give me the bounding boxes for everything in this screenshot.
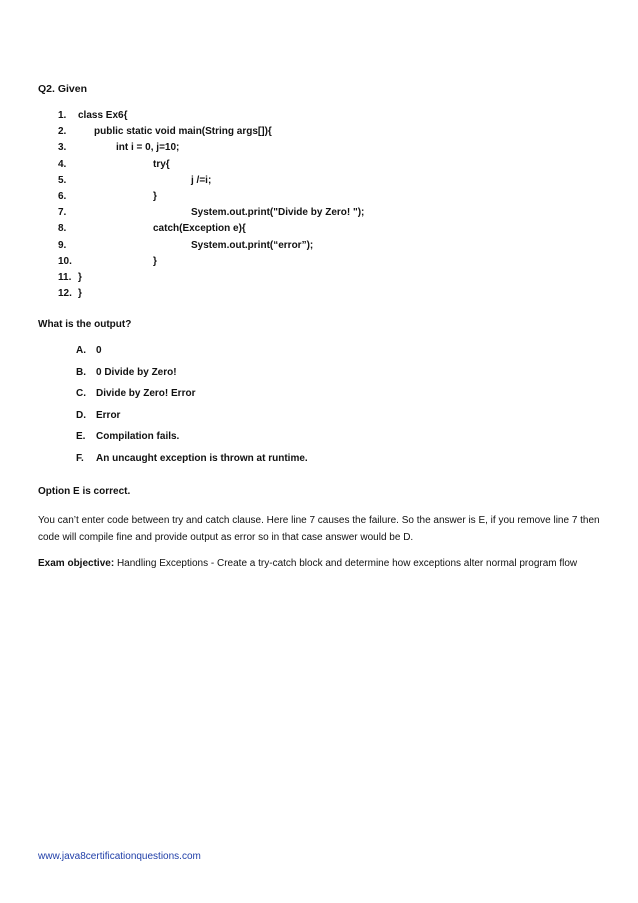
- code-line-text: j /=i;: [191, 174, 212, 186]
- code-line-text: class Ex6{: [78, 110, 128, 121]
- code-line: [58, 109, 618, 122]
- code-line-text: catch(Exception e){: [153, 223, 246, 235]
- code-line-text: System.out.print(“error”);: [191, 239, 314, 251]
- code-line-text: }: [78, 288, 82, 300]
- option-letter: F.: [76, 452, 84, 464]
- code-line: [58, 222, 618, 235]
- option-text: An uncaught exception is thrown at runtime.: [96, 452, 308, 464]
- option-letter: C.: [76, 388, 86, 399]
- option-text: 0: [96, 345, 102, 356]
- option-text: Error: [96, 409, 121, 421]
- option-text: Divide by Zero! Error: [96, 388, 196, 399]
- code-line-number: 1.: [58, 110, 67, 121]
- option-text: Compilation fails.: [96, 431, 180, 442]
- code-line-number: 11.: [58, 272, 72, 283]
- code-line: [58, 206, 618, 219]
- code-line: [58, 271, 618, 284]
- code-line: [58, 141, 618, 154]
- footer-website-link[interactable]: www.java8certificationquestions.com: [38, 851, 201, 862]
- code-line-number: 5.: [58, 174, 67, 186]
- code-line-number: 9.: [58, 239, 67, 251]
- code-line: [58, 190, 618, 203]
- code-line: [58, 174, 618, 187]
- option-letter: D.: [76, 409, 86, 421]
- code-line-number: 3.: [58, 142, 67, 154]
- code-line-text: int i = 0, j=10;: [116, 142, 180, 154]
- code-line-number: 7.: [58, 207, 67, 219]
- option-letter: B.: [76, 366, 86, 378]
- code-line-text: }: [153, 191, 157, 202]
- code-line-number: 2.: [58, 126, 67, 138]
- code-line-number: 10.: [58, 255, 72, 267]
- code-line-text: }: [153, 255, 157, 267]
- code-line: [58, 158, 618, 171]
- answer-title: Option E is correct.: [38, 486, 131, 497]
- option-letter: A.: [76, 345, 86, 356]
- code-line-number: 4.: [58, 158, 67, 170]
- code-line-text: try{: [153, 158, 170, 170]
- code-line-number: 8.: [58, 223, 67, 235]
- code-line-number: 6.: [58, 191, 67, 202]
- answer-explanation: You can’t enter code between try and catch clause. Here line 7 causes the failure. So the answer is E, if you remove line 7 then code will compile fine and provide output as error so in that case answer would be D.: [38, 515, 600, 543]
- question-prompt: What is the output?: [38, 319, 132, 330]
- code-line-number: 12.: [58, 288, 72, 300]
- exam-objective: [38, 555, 603, 572]
- code-line: [58, 125, 618, 138]
- option-text: 0 Divide by Zero!: [96, 366, 177, 378]
- exam-objective-text: Handling Exceptions - Create a try-catch block and determine how exceptions alter normal program flow: [116, 558, 578, 569]
- code-line: [58, 255, 618, 268]
- exam-objective-label: Exam objective:: [38, 558, 115, 569]
- code-line-text: }: [78, 272, 82, 283]
- code-line: [58, 239, 618, 252]
- question-title: Q2. Given: [38, 83, 88, 95]
- code-line-text: public static void main(String args[]){: [94, 126, 272, 138]
- code-line-text: System.out.print("Divide by Zero! ");: [191, 207, 365, 219]
- option-letter: E.: [76, 431, 86, 442]
- code-line: [58, 287, 618, 300]
